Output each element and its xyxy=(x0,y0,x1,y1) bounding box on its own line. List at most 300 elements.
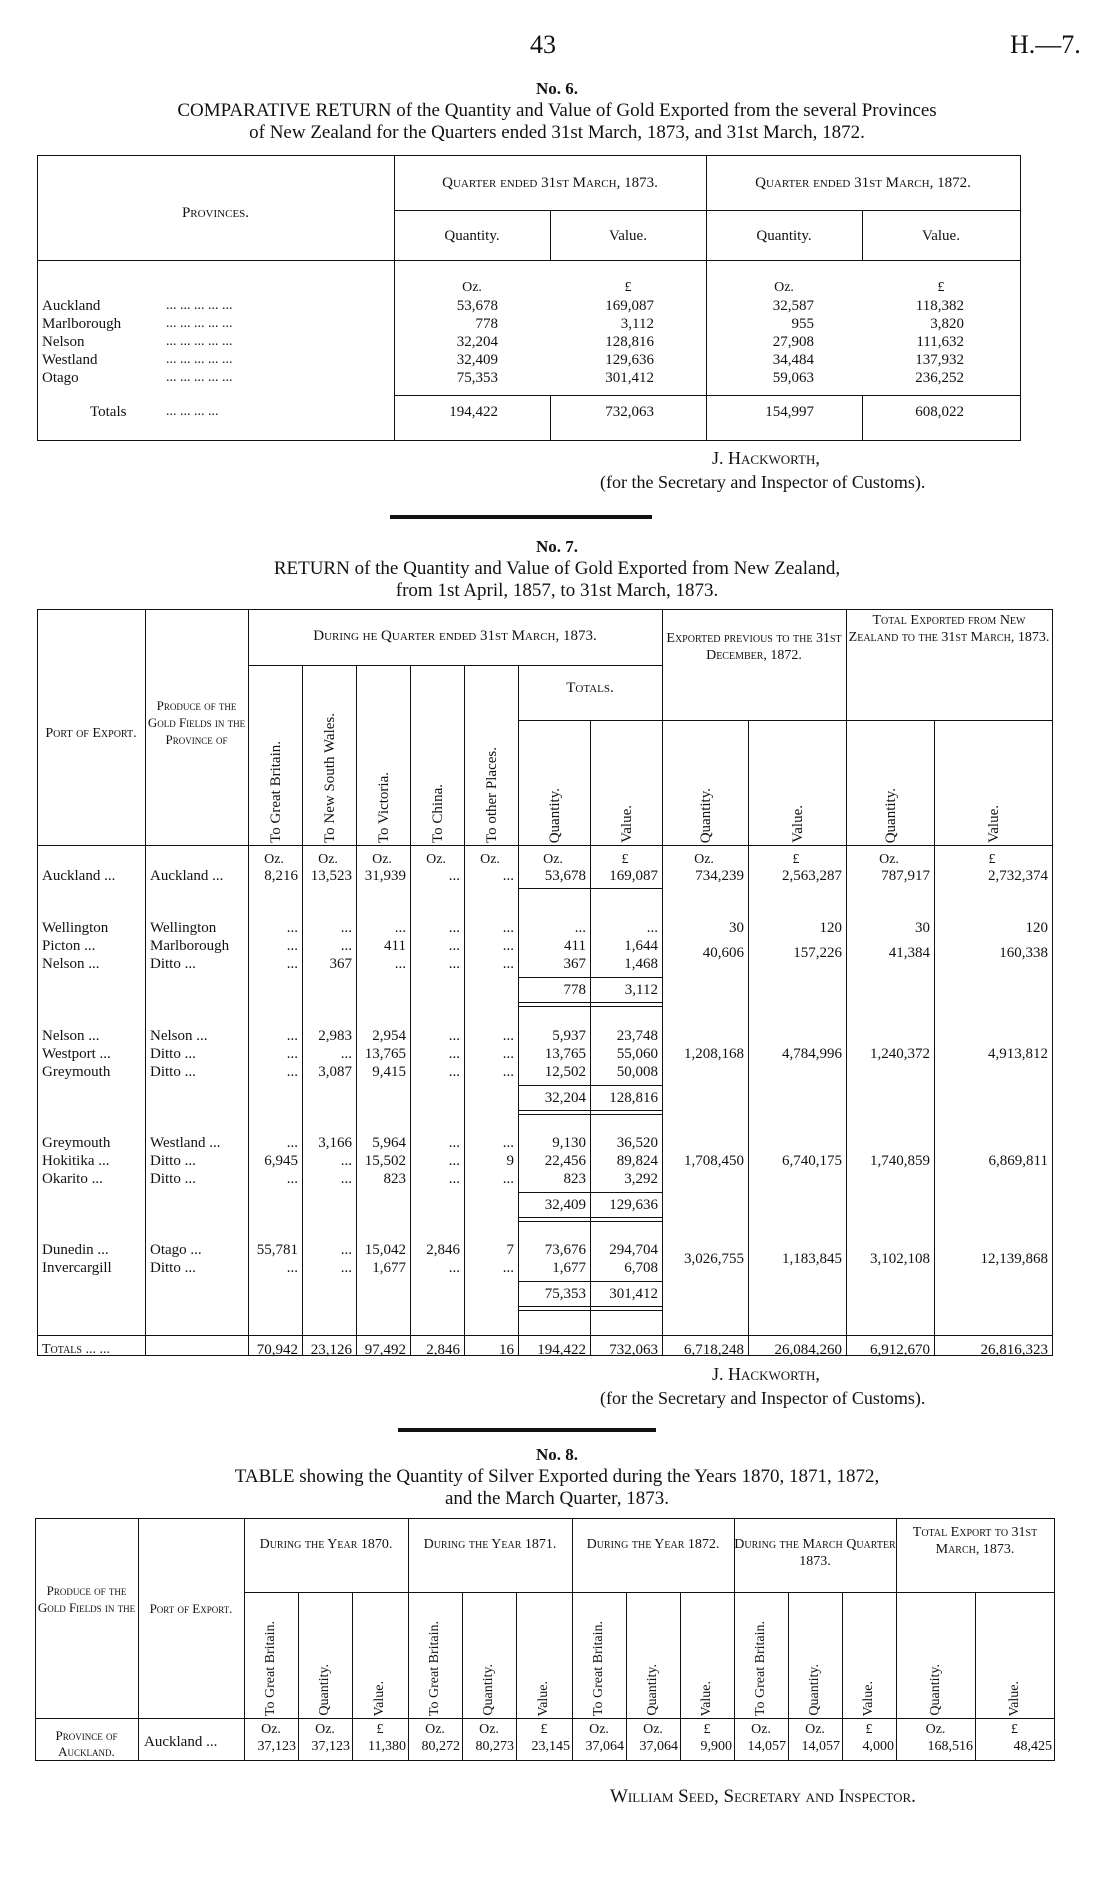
group-xq: 1,240,372 xyxy=(870,1046,930,1062)
group-pv: 4,784,996 xyxy=(782,1046,842,1062)
total-xq: 6,912,670 xyxy=(870,1342,930,1358)
col-quarter-1872: Quarter ended 31st March, 1872. xyxy=(755,175,971,191)
qty-1873: 32,204 xyxy=(456,334,498,350)
unit-label: £ xyxy=(1011,1722,1018,1737)
separator-rule xyxy=(390,515,652,519)
col-gb: To Great Britain. xyxy=(591,1620,606,1716)
province-name: Auckland xyxy=(42,298,101,314)
value-cell: 9,900 xyxy=(700,1739,732,1754)
cell-nsw: ... xyxy=(340,1046,352,1062)
produce-province: Otago ... xyxy=(150,1242,202,1258)
qty-1872: 34,484 xyxy=(772,352,814,368)
cell-tq: 12,502 xyxy=(544,1064,586,1080)
cell-xq: 30 xyxy=(915,920,930,936)
cell-gb: 6,945 xyxy=(264,1153,298,1169)
produce-province: Ditto ... xyxy=(150,956,196,972)
table7-signature xyxy=(600,1362,926,1410)
cell-other: ... xyxy=(502,1064,514,1080)
cell-tv: 169,087 xyxy=(609,868,658,884)
unit-label: £ xyxy=(376,1722,384,1737)
cell-gb: ... xyxy=(286,1028,298,1044)
table6-signature xyxy=(600,446,926,494)
value-cell: 11,380 xyxy=(368,1739,406,1754)
unit-label: Oz. xyxy=(643,1722,663,1737)
cell-tq: 367 xyxy=(563,956,586,972)
cell-other: ... xyxy=(502,938,514,954)
cell-nsw: ... xyxy=(340,938,352,954)
produce-province: Ditto ... xyxy=(150,1153,196,1169)
row-port-auckland: Auckland ... xyxy=(144,1734,218,1750)
subtotal-val: 3,112 xyxy=(624,982,658,998)
val-1872: 111,632 xyxy=(916,334,964,350)
header-cell xyxy=(244,1596,298,1716)
port-of-export: Westport ... xyxy=(42,1046,111,1062)
table7-number: No. 7. xyxy=(535,537,579,556)
signatory-name: J. Hackworth, xyxy=(712,448,820,468)
col-to-great-britain: To Great Britain. xyxy=(267,741,284,843)
table8-title-line2: and the March Quarter, 1873. xyxy=(445,1488,669,1509)
col-value: Value. xyxy=(372,1680,387,1716)
cell-other: ... xyxy=(502,956,514,972)
unit-label: Oz. xyxy=(589,1722,609,1737)
col-quantity: Quantity. xyxy=(927,1664,943,1716)
qty-1873: 32,409 xyxy=(456,352,498,368)
group-xv: 6,869,811 xyxy=(988,1153,1048,1169)
qty-1872: 32,587 xyxy=(772,298,814,314)
port-of-export: Hokitika ... xyxy=(42,1153,110,1169)
totals-label: Totals xyxy=(90,404,127,420)
cell-tv: 89,824 xyxy=(616,1153,658,1169)
col-value: Value. xyxy=(861,1680,876,1716)
cell-vic: 2,954 xyxy=(372,1028,406,1044)
col-quantity-1872: Quantity. xyxy=(756,228,812,244)
cell-tq: 5,937 xyxy=(552,1028,586,1044)
leader-dots: ... ... ... ... ... xyxy=(166,370,233,385)
group-pq: 40,606 xyxy=(702,945,744,961)
signatory-role: (for the Secretary and Inspector of Customs). xyxy=(600,472,926,492)
unit-oz: Oz. xyxy=(318,852,338,867)
total-vic: 97,492 xyxy=(364,1342,406,1358)
qty-1873: 778 xyxy=(475,316,498,332)
leader-dots: ... ... ... ... ... xyxy=(166,316,233,331)
leader-dots: ... ... ... ... ... xyxy=(166,298,233,313)
cell-tv: 6,708 xyxy=(624,1260,658,1276)
unit-label: Oz. xyxy=(751,1722,771,1737)
group-pq: 1,708,450 xyxy=(684,1153,744,1169)
table6-title-line2: of New Zealand for the Quarters ended 31st March, 1873, and 31st March, 1872. xyxy=(249,122,865,143)
cell-other: 7 xyxy=(506,1242,514,1258)
cell-other: ... xyxy=(502,868,514,884)
unit-label: Oz. xyxy=(479,1722,499,1737)
total-nsw: 23,126 xyxy=(310,1342,352,1358)
port-of-export: Okarito ... xyxy=(42,1171,103,1187)
group-xq: 1,740,859 xyxy=(870,1153,930,1169)
rule-line xyxy=(518,977,662,978)
port-of-export: Auckland ... xyxy=(42,868,116,884)
unit-oz: Oz. xyxy=(694,852,714,867)
cell-tv: 55,060 xyxy=(616,1046,658,1062)
rule-line xyxy=(518,1217,662,1222)
port-of-export: Nelson ... xyxy=(42,1028,100,1044)
cell-vic: 411 xyxy=(384,938,406,954)
col-total-value: Value. xyxy=(985,805,1002,843)
port-of-export: Nelson ... xyxy=(42,956,100,972)
header-cell xyxy=(896,1596,975,1716)
col-to-nsw: To New South Wales. xyxy=(321,713,338,843)
province-name: Otago xyxy=(42,370,79,386)
col-totals: Totals. xyxy=(566,680,614,696)
cell-tq: ... xyxy=(574,920,586,936)
cell-pv: 120 xyxy=(819,920,842,936)
total-qty-1873: 194,422 xyxy=(449,404,498,420)
cell-nsw: 3,087 xyxy=(318,1064,352,1080)
val-1872: 3,820 xyxy=(930,316,964,332)
qty-1873: 53,678 xyxy=(456,298,498,314)
cell-gb: 8,216 xyxy=(264,868,298,884)
cell-china: ... xyxy=(448,868,460,884)
col-value: Value. xyxy=(536,1680,551,1716)
val-1873: 3,112 xyxy=(620,316,654,332)
col-produce: Produce of the Gold Fields in the Province of xyxy=(147,698,246,747)
unit-pound: £ xyxy=(937,280,945,295)
qty-1873: 75,353 xyxy=(456,370,498,386)
total-xv: 26,816,323 xyxy=(980,1342,1048,1358)
cell-xq: 787,917 xyxy=(881,868,930,884)
value-cell: 37,123 xyxy=(257,1739,296,1754)
produce-province: Ditto ... xyxy=(150,1260,196,1276)
group-xv: 4,913,812 xyxy=(988,1046,1048,1062)
cell-xv: 2,732,374 xyxy=(988,868,1048,884)
subtotal-val: 301,412 xyxy=(609,1286,658,1302)
total-val-1872: 608,022 xyxy=(915,404,964,420)
produce-province: Ditto ... xyxy=(150,1064,196,1080)
cell-china: ... xyxy=(448,938,460,954)
cell-other: ... xyxy=(502,1135,514,1151)
cell-xv: 120 xyxy=(1025,920,1048,936)
col-prev-quantity: Quantity. xyxy=(697,787,714,843)
group-xq: 41,384 xyxy=(888,945,930,961)
col-exported-previous: Exported previous to the 31st December, 1872. xyxy=(666,631,842,663)
cell-nsw: ... xyxy=(340,920,352,936)
qty-1872: 59,063 xyxy=(772,370,814,386)
group-pv: 157,226 xyxy=(793,945,842,961)
col-gb: To Great Britain. xyxy=(753,1620,768,1716)
separator-rule xyxy=(398,1428,656,1432)
subtotal-qty: 778 xyxy=(563,982,586,998)
group-pv: 1,183,845 xyxy=(782,1251,842,1267)
unit-label: Oz. xyxy=(261,1722,281,1737)
cell-vic: 823 xyxy=(383,1171,406,1187)
unit-pound: £ xyxy=(792,852,800,867)
table8-title-line1: TABLE showing the Quantity of Silver Exported during the Years 1870, 1871, 1872, xyxy=(234,1466,880,1487)
unit-label: £ xyxy=(540,1722,548,1737)
cell-other: ... xyxy=(502,1046,514,1062)
subtotal-qty: 32,204 xyxy=(544,1090,586,1106)
val-1873: 301,412 xyxy=(605,370,654,386)
cell-china: ... xyxy=(448,1260,460,1276)
header-cell xyxy=(680,1596,734,1716)
leader-dots: ... ... ... ... ... xyxy=(166,352,233,367)
cell-gb: ... xyxy=(286,956,298,972)
signatory-name: J. Hackworth, xyxy=(712,1364,820,1384)
cell-china: ... xyxy=(448,956,460,972)
total-china: 2,846 xyxy=(426,1342,460,1358)
unit-oz: Oz. xyxy=(774,280,794,295)
document-code: H.—7. xyxy=(1010,30,1081,59)
col-quantity: Quantity. xyxy=(481,1664,496,1716)
col-provinces: Provinces. xyxy=(181,205,250,221)
group-xq: 3,102,108 xyxy=(870,1251,930,1267)
produce-province: Ditto ... xyxy=(150,1046,196,1062)
rule-line xyxy=(518,1110,662,1115)
col-prev-value: Value. xyxy=(789,805,806,843)
val-1872: 137,932 xyxy=(915,352,964,368)
col-gb: To Great Britain. xyxy=(427,1620,442,1716)
signature-text: William Seed, Secretary and Inspector. xyxy=(610,1786,916,1807)
cell-china: ... xyxy=(448,920,460,936)
col-year-1871: During the Year 1871. xyxy=(423,1537,557,1552)
cell-other: ... xyxy=(502,920,514,936)
cell-gb: ... xyxy=(286,920,298,936)
header-cell xyxy=(572,1596,626,1716)
subtotal-val: 129,636 xyxy=(609,1197,658,1213)
col-during-quarter: During he Quarter ended 31st March, 1873. xyxy=(313,628,597,644)
port-of-export: Greymouth xyxy=(42,1135,111,1151)
cell-tv: 50,008 xyxy=(616,1064,658,1080)
unit-label: Oz. xyxy=(805,1722,825,1737)
col-totals-quantity: Quantity. xyxy=(546,787,563,843)
produce-province: Nelson ... xyxy=(150,1028,208,1044)
cell-other: ... xyxy=(502,1028,514,1044)
header-cell xyxy=(975,1596,1054,1716)
cell-china: ... xyxy=(448,1135,460,1151)
province-name: Nelson xyxy=(42,334,85,350)
rule-line xyxy=(518,1085,662,1086)
produce-province: Westland ... xyxy=(150,1135,221,1151)
cell-china: ... xyxy=(448,1064,460,1080)
table7-title-line2: from 1st April, 1857, to 31st March, 1873. xyxy=(395,580,719,601)
cell-nsw: 13,523 xyxy=(310,868,352,884)
cell-vic: 15,502 xyxy=(364,1153,406,1169)
unit-pound: £ xyxy=(621,852,629,867)
cell-gb: ... xyxy=(286,1260,298,1276)
group-pv: 6,740,175 xyxy=(782,1153,842,1169)
produce-province: Marlborough xyxy=(150,938,230,954)
unit-label: Oz. xyxy=(315,1722,335,1737)
cell-pv: 2,563,287 xyxy=(782,868,842,884)
produce-province: Auckland ... xyxy=(150,868,224,884)
cell-nsw: 3,166 xyxy=(318,1135,352,1151)
unit-oz: Oz. xyxy=(543,852,563,867)
col-value: Value. xyxy=(1006,1680,1022,1716)
val-1872: 236,252 xyxy=(915,370,964,386)
subtotal-qty: 32,409 xyxy=(544,1197,586,1213)
col-march-quarter: During the March Quarter 1873. xyxy=(734,1537,896,1569)
header-cell xyxy=(626,1596,680,1716)
group-xv: 160,338 xyxy=(999,945,1048,961)
table8-signature xyxy=(610,1786,916,1808)
rule-line xyxy=(518,1002,662,1007)
header-cell xyxy=(842,1596,896,1716)
col-year-1872: During the Year 1872. xyxy=(586,1537,720,1552)
total-other: 16 xyxy=(499,1342,514,1358)
cell-nsw: ... xyxy=(340,1153,352,1169)
province-name: Westland xyxy=(42,352,98,368)
cell-gb: ... xyxy=(286,1046,298,1062)
cell-tq: 823 xyxy=(563,1171,586,1187)
col-quarter-1873: Quarter ended 31st March, 1873. xyxy=(442,175,658,191)
group-xv: 12,139,868 xyxy=(980,1251,1048,1267)
totals-label: Totals ... ... xyxy=(42,1342,110,1357)
cell-tq: 53,678 xyxy=(544,868,586,884)
unit-label: £ xyxy=(865,1722,873,1737)
cell-china: 2,846 xyxy=(426,1242,460,1258)
unit-oz: Oz. xyxy=(480,852,500,867)
cell-gb: ... xyxy=(286,938,298,954)
col-to-china: To China. xyxy=(429,784,446,843)
header-cell xyxy=(352,1596,408,1716)
table7-title-line1: RETURN of the Quantity and Value of Gold Exported from New Zealand, xyxy=(273,558,841,579)
col-year-1870: During the Year 1870. xyxy=(259,1537,393,1552)
cell-vic: 9,415 xyxy=(372,1064,406,1080)
col-total-quantity: Quantity. xyxy=(882,787,899,843)
cell-china: ... xyxy=(448,1046,460,1062)
col-port-of-export: Port of Export. xyxy=(149,1601,233,1616)
total-qty-1872: 154,997 xyxy=(765,404,814,420)
cell-tv: 294,704 xyxy=(609,1242,658,1258)
cell-gb: 55,781 xyxy=(256,1242,298,1258)
cell-other: ... xyxy=(502,1260,514,1276)
col-total-exported: Total Exported from New Zealand to the 31st March, 1873. xyxy=(848,613,1050,645)
value-cell: 23,145 xyxy=(531,1739,570,1754)
cell-tq: 1,677 xyxy=(552,1260,586,1276)
total-tv: 732,063 xyxy=(609,1342,658,1358)
val-1872: 118,382 xyxy=(915,298,964,314)
header-cell xyxy=(516,1596,572,1716)
cell-nsw: 367 xyxy=(329,956,352,972)
cell-tv: ... xyxy=(646,920,658,936)
port-of-export: Dunedin ... xyxy=(42,1242,109,1258)
cell-tq: 22,456 xyxy=(544,1153,586,1169)
header-cell xyxy=(298,1596,352,1716)
cell-china: ... xyxy=(448,1171,460,1187)
total-gb: 70,942 xyxy=(256,1342,298,1358)
col-to-victoria: To Victoria. xyxy=(375,771,392,843)
cell-other: 9 xyxy=(506,1153,514,1169)
cell-vic: ... xyxy=(394,920,406,936)
value-cell: 37,064 xyxy=(639,1739,678,1754)
cell-nsw: 2,983 xyxy=(318,1028,352,1044)
cell-vic: 31,939 xyxy=(364,868,406,884)
cell-pq: 734,239 xyxy=(695,868,744,884)
cell-tq: 9,130 xyxy=(552,1135,586,1151)
cell-tv: 1,644 xyxy=(624,938,658,954)
total-tq: 194,422 xyxy=(537,1342,586,1358)
produce-province: Ditto ... xyxy=(150,1171,196,1187)
value-cell: 80,272 xyxy=(421,1739,460,1754)
rule-line xyxy=(518,1306,662,1311)
cell-vic: 1,677 xyxy=(372,1260,406,1276)
qty-1872: 27,908 xyxy=(772,334,814,350)
cell-nsw: ... xyxy=(340,1260,352,1276)
col-to-other-places: To other Places. xyxy=(483,746,500,843)
cell-china: ... xyxy=(448,1028,460,1044)
cell-vic: 13,765 xyxy=(364,1046,406,1062)
val-1873: 128,816 xyxy=(605,334,654,350)
port-of-export: Greymouth xyxy=(42,1064,111,1080)
cell-vic: ... xyxy=(394,956,406,972)
cell-vic: 5,964 xyxy=(372,1135,406,1151)
subtotal-val: 128,816 xyxy=(609,1090,658,1106)
rule-line xyxy=(518,1281,662,1282)
province-name: Marlborough xyxy=(42,316,122,332)
header-cell xyxy=(788,1596,842,1716)
cell-vic: 15,042 xyxy=(364,1242,406,1258)
unit-oz: Oz. xyxy=(264,852,284,867)
unit-oz: Oz. xyxy=(372,852,392,867)
header-cell xyxy=(462,1596,516,1716)
header-cell xyxy=(734,1596,788,1716)
val-1873: 169,087 xyxy=(605,298,654,314)
subtotal-qty: 75,353 xyxy=(544,1286,586,1302)
col-produce: Produce of the Gold Fields in the xyxy=(37,1583,136,1615)
total-pq: 6,718,248 xyxy=(684,1342,744,1358)
unit-pound: £ xyxy=(624,280,632,295)
page-number: 43 xyxy=(530,30,556,59)
unit-oz: Oz. xyxy=(426,852,446,867)
unit-pound: £ xyxy=(988,852,996,867)
table6-number: No. 6. xyxy=(535,79,579,98)
row-province-of-auckland: Province of Auckland. xyxy=(55,1728,118,1759)
group-pq: 1,208,168 xyxy=(684,1046,744,1062)
unit-label: Oz. xyxy=(925,1722,946,1737)
cell-other: ... xyxy=(502,1171,514,1187)
header-cell xyxy=(408,1596,462,1716)
table8-number: No. 8. xyxy=(535,1445,579,1464)
port-of-export: Picton ... xyxy=(42,938,96,954)
value-cell: 14,057 xyxy=(747,1739,786,1754)
total-val-1873: 732,063 xyxy=(605,404,654,420)
unit-oz: Oz. xyxy=(462,280,482,295)
produce-province: Wellington xyxy=(150,920,217,936)
port-of-export: Wellington xyxy=(42,920,109,936)
signatory-role: (for the Secretary and Inspector of Customs). xyxy=(600,1388,926,1408)
cell-tv: 1,468 xyxy=(624,956,658,972)
col-value: Value. xyxy=(699,1680,714,1716)
rule-line xyxy=(518,1192,662,1193)
cell-gb: ... xyxy=(286,1171,298,1187)
leader-dots: ... ... ... ... ... xyxy=(166,334,233,349)
col-gb: To Great Britain. xyxy=(263,1620,278,1716)
col-port-of-export: Port of Export. xyxy=(45,726,137,741)
col-value-1873: Value. xyxy=(609,228,647,244)
value-cell: 168,516 xyxy=(927,1739,973,1754)
value-cell: 48,425 xyxy=(1013,1739,1052,1754)
group-pq: 3,026,755 xyxy=(684,1251,744,1267)
col-value-1872: Value. xyxy=(922,228,960,244)
col-totals-value: Value. xyxy=(618,805,635,843)
cell-nsw: ... xyxy=(340,1171,352,1187)
value-cell: 37,064 xyxy=(585,1739,624,1754)
col-quantity: Quantity. xyxy=(807,1664,822,1716)
table6-title-line1: COMPARATIVE RETURN of the Quantity and Value of Gold Exported from the several Provinces xyxy=(177,100,937,121)
qty-1872: 955 xyxy=(791,316,814,332)
col-total-export: Total Export to 31st March, 1873. xyxy=(912,1525,1038,1557)
cell-tq: 411 xyxy=(564,938,586,954)
cell-tq: 73,676 xyxy=(544,1242,586,1258)
cell-gb: ... xyxy=(286,1064,298,1080)
value-cell: 4,000 xyxy=(862,1739,894,1754)
